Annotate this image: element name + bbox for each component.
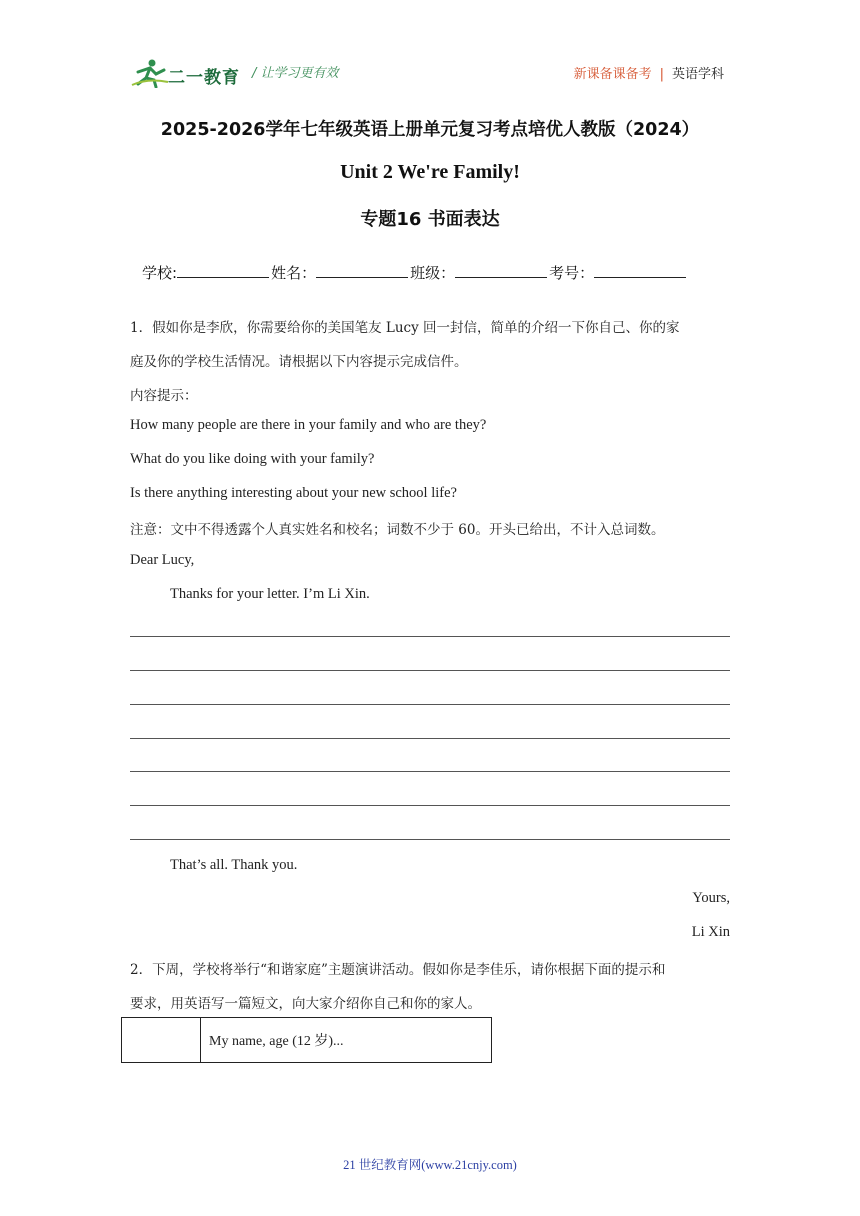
class-label: 班级： [410, 264, 456, 282]
name-label: 姓名： [271, 264, 317, 282]
writing-line[interactable] [130, 839, 730, 840]
school-blank[interactable] [177, 263, 269, 278]
q2-prompt-line1: 2．下周，学校将举行“和谐家庭”主题演讲活动。假如你是李佳乐，请你根据下面的提示和 [130, 962, 666, 978]
exam-no-label: 考号： [549, 264, 595, 282]
q1-hint-3: Is there anything interesting about your new school life? [130, 485, 457, 501]
writing-line[interactable] [130, 805, 730, 806]
q2-prompt-line2: 要求，用英语写一篇短文，向大家介绍你自己和你的家人。 [130, 996, 481, 1012]
header-separator: | [659, 67, 664, 82]
header-right [574, 63, 724, 82]
q1-greeting: Dear Lucy, [130, 552, 195, 568]
topic-title: 专题16 书面表达 [360, 209, 500, 230]
writing-line[interactable] [130, 704, 730, 705]
slogan: / 让学习更有效 [252, 66, 339, 81]
logo-text: 二一教育 [168, 68, 240, 88]
class-blank[interactable] [455, 263, 547, 278]
writing-line[interactable] [130, 636, 730, 637]
q1-hint-2: What do you like doing with your family? [130, 451, 375, 467]
q2-hint-table [121, 1017, 492, 1063]
writing-line[interactable] [130, 738, 730, 739]
runner-logo-icon [130, 58, 170, 88]
q1-prompt-line2: 庭及你的学校生活情况。请根据以下内容提示完成信件。 [130, 354, 468, 370]
exam-no-blank[interactable] [594, 263, 686, 278]
table-cell-content: My name, age (12 岁)... [201, 1018, 492, 1063]
name-blank[interactable] [316, 263, 408, 278]
q1-signature: Li Xin [691, 924, 730, 940]
q1-closing: That’s all. Thank you. [170, 857, 298, 873]
table-row [122, 1018, 492, 1063]
writing-line[interactable] [130, 771, 730, 772]
q1-prompt-line1: 1．假如你是李欣，你需要给你的美国笔友 Lucy 回一封信，简单的介绍一下你自己、你的家 [130, 320, 680, 336]
unit-title: Unit 2 We're Family! [340, 161, 520, 183]
student-info-row [142, 262, 688, 283]
page-header [130, 52, 730, 92]
subject-text: 英语学科 [671, 67, 724, 82]
q1-hint-label: 内容提示： [130, 388, 198, 404]
brand-text: 新课备课备考 [573, 67, 652, 82]
q1-opening: Thanks for your letter. I’m Li Xin. [170, 586, 370, 602]
table-cell-label [122, 1018, 201, 1063]
q1-hint-1: How many people are there in your family and who are they? [130, 417, 487, 433]
page-footer: 21 世纪教育网(www.21cnjy.com) [343, 1158, 517, 1172]
q1-note: 注意：文中不得透露个人真实姓名和校名；词数不少于 60。开头已给出，不计入总词数。 [130, 522, 665, 538]
q1-sign-off: Yours, [692, 890, 730, 906]
school-label: 学校: [142, 264, 178, 282]
writing-line[interactable] [130, 670, 730, 671]
logo [130, 58, 242, 88]
page-title: 2025-2026学年七年级英语上册单元复习考点培优人教版（2024） [160, 120, 700, 140]
